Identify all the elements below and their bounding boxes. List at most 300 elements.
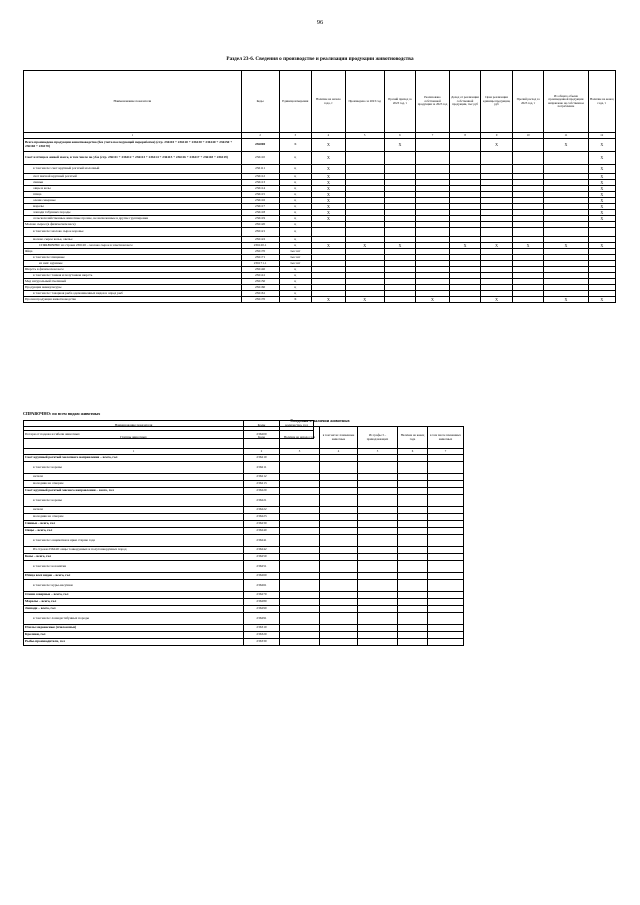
row-unit: ц	[279, 228, 312, 237]
value-cell[interactable]	[280, 580, 320, 592]
row-unit: X	[279, 139, 312, 152]
value-cell[interactable]	[398, 488, 428, 495]
row-code: 236113	[241, 180, 279, 186]
value-cell[interactable]	[428, 528, 464, 535]
row-name: сельскохозяйственные животные прочие, не включенные в другие группировки	[24, 216, 242, 222]
value-cell[interactable]	[280, 606, 320, 613]
header-cell: Наличие на конец года, т	[588, 71, 615, 133]
column-number: 8	[449, 133, 481, 139]
row-name: в том числе: молоко сырое коровье	[24, 228, 242, 237]
table-header-row	[24, 71, 616, 133]
row-code: 236000	[241, 139, 279, 152]
value-cell[interactable]	[428, 573, 464, 580]
row-code: 236222	[244, 507, 280, 514]
value-cell[interactable]	[384, 165, 416, 174]
value-cell[interactable]	[358, 474, 398, 481]
value-cell[interactable]	[280, 455, 320, 462]
value-cell[interactable]	[398, 554, 428, 561]
row-unit: ц	[279, 267, 312, 273]
row-code: 236117	[241, 204, 279, 210]
header-cell: Наличие на конец года	[398, 427, 428, 449]
value-cell[interactable]	[398, 514, 428, 521]
table-row	[24, 573, 464, 580]
value-cell[interactable]	[320, 455, 358, 462]
table-row	[24, 639, 464, 646]
value-cell[interactable]	[512, 165, 544, 174]
row-unit: ц	[279, 204, 312, 210]
row-code: 236211	[244, 462, 280, 474]
row-code: 236320	[244, 632, 280, 639]
row-code: 236221	[244, 495, 280, 507]
page-number: 96	[316, 19, 324, 26]
value-cell[interactable]	[428, 521, 464, 528]
value-cell[interactable]	[358, 613, 398, 625]
table-row	[24, 606, 464, 613]
table-row	[24, 632, 464, 639]
value-cell[interactable]	[398, 580, 428, 592]
value-cell[interactable]	[398, 481, 428, 488]
value-cell[interactable]	[358, 632, 398, 639]
value-cell[interactable]	[358, 521, 398, 528]
column-number: 12	[588, 133, 615, 139]
row-unit: тыс шт	[279, 255, 312, 261]
row-name: олени северные	[24, 198, 242, 204]
value-cell[interactable]	[398, 495, 428, 507]
row-code: 236161	[241, 291, 279, 297]
column-number: 10	[512, 133, 544, 139]
value-cell[interactable]	[481, 228, 513, 237]
value-cell[interactable]	[428, 580, 464, 592]
column-number: 2	[241, 133, 279, 139]
value-cell[interactable]	[320, 535, 358, 547]
row-unit: ц	[279, 180, 312, 186]
row-name: Всего произведено продукции животноводства (без учета последующей переработки) (стр. 236110 + 236120 + 236130 + 236140 + 236150 + 236160 + 236170)	[24, 139, 242, 152]
animals-table	[23, 426, 464, 646]
column-number: 6	[398, 449, 428, 455]
value-cell[interactable]	[428, 474, 464, 481]
table-row	[24, 139, 616, 152]
value-cell[interactable]	[428, 554, 464, 561]
row-name: Птица всех видов – всего, гол	[24, 573, 244, 580]
value-cell[interactable]	[358, 488, 398, 495]
value-cell[interactable]	[544, 165, 588, 174]
row-name: в том числе: коровы	[24, 495, 244, 507]
value-cell[interactable]	[358, 455, 398, 462]
value-cell[interactable]	[280, 462, 320, 474]
value-cell[interactable]	[320, 599, 358, 606]
value-cell[interactable]	[320, 495, 358, 507]
value-cell[interactable]	[358, 528, 398, 535]
value-cell[interactable]	[398, 573, 428, 580]
row-name: Лошади – всего, гол	[24, 606, 244, 613]
value-cell[interactable]	[358, 606, 398, 613]
value-cell[interactable]	[320, 474, 358, 481]
not-applicable-mark: X	[588, 139, 615, 152]
value-cell[interactable]	[358, 561, 398, 573]
value-cell[interactable]	[280, 613, 320, 625]
value-cell[interactable]	[428, 632, 464, 639]
value-cell[interactable]	[320, 639, 358, 646]
value-cell[interactable]	[398, 528, 428, 535]
not-applicable-mark: X	[588, 297, 615, 303]
value-cell[interactable]	[320, 613, 358, 625]
value-cell[interactable]	[280, 521, 320, 528]
row-code: 236170	[241, 297, 279, 303]
value-cell[interactable]	[358, 573, 398, 580]
value-cell[interactable]	[312, 228, 346, 237]
row-name: свиньи	[24, 180, 242, 186]
row-code: 236160	[241, 285, 279, 291]
row-name: Из строки 236240: овцы тонкорунных и полутонкорунных пород	[24, 547, 244, 554]
value-cell[interactable]	[280, 554, 320, 561]
value-cell[interactable]	[358, 507, 398, 514]
value-cell[interactable]	[416, 152, 450, 165]
not-applicable-mark: X	[312, 198, 346, 204]
row-unit: ц	[279, 273, 312, 279]
row-name: маралы	[24, 204, 242, 210]
not-applicable-mark: X	[588, 243, 615, 249]
row-code: 236330	[244, 639, 280, 646]
row-name: Олени северные – всего, гол	[24, 592, 244, 599]
row-name: в том числе: овцематки и ярки старше года	[24, 535, 244, 547]
column-number: 1	[24, 133, 242, 139]
value-cell[interactable]	[280, 639, 320, 646]
row-name: в том числе: куры-несушки	[24, 580, 244, 592]
value-cell[interactable]	[358, 514, 398, 521]
value-cell[interactable]	[398, 547, 428, 554]
value-cell[interactable]	[320, 507, 358, 514]
not-applicable-mark: X	[312, 165, 346, 174]
row-name: молодняк на откорме	[24, 514, 244, 521]
value-cell[interactable]	[384, 297, 416, 303]
table-row	[24, 580, 464, 592]
header-cell: Из общего объема произведенной продукции направлено на собственное потребление	[544, 71, 588, 133]
row-code: 236112	[241, 174, 279, 180]
value-cell[interactable]	[398, 599, 428, 606]
row-code: 236242	[244, 547, 280, 554]
value-cell[interactable]	[384, 152, 416, 165]
value-cell[interactable]	[280, 507, 320, 514]
value-cell[interactable]	[398, 561, 428, 573]
value-cell[interactable]	[280, 514, 320, 521]
table-row	[24, 625, 464, 632]
row-name: скот мясной крупный рогатый	[24, 174, 242, 180]
value-cell[interactable]	[345, 139, 384, 152]
row-code: 236114	[241, 186, 279, 192]
row-unit: ц	[279, 285, 312, 291]
value-cell[interactable]	[345, 152, 384, 165]
value-cell[interactable]	[280, 573, 320, 580]
row-code: 236200	[244, 431, 280, 439]
header-cell: Наименование показателя	[24, 71, 242, 133]
row-code: 236223	[244, 514, 280, 521]
row-code: 236210	[244, 455, 280, 462]
value-cell[interactable]	[280, 474, 320, 481]
header-cell: Доход от реализации собственной продукции, тыс руб	[449, 71, 481, 133]
header-cell: Коды	[244, 421, 280, 431]
row-unit: ц	[279, 198, 312, 204]
value-cell[interactable]	[320, 462, 358, 474]
value-cell[interactable]	[358, 554, 398, 561]
not-applicable-mark: X	[544, 139, 588, 152]
row-code: 236251	[244, 561, 280, 573]
value-cell[interactable]	[428, 625, 464, 632]
not-applicable-mark: X	[312, 192, 346, 198]
value-cell[interactable]	[428, 592, 464, 599]
value-cell[interactable]	[358, 639, 398, 646]
value-cell[interactable]	[320, 606, 358, 613]
value-cell[interactable]	[588, 228, 615, 237]
row-name: Овцы – всего, гол	[24, 528, 244, 535]
not-applicable-mark: X	[312, 216, 346, 222]
value-cell[interactable]	[320, 632, 358, 639]
header-cell: в том числе: племенные животные	[320, 427, 358, 449]
value-cell[interactable]	[320, 625, 358, 632]
table-row	[24, 613, 464, 625]
not-applicable-mark: X	[588, 192, 615, 198]
row-code: 236270	[244, 592, 280, 599]
not-applicable-mark: X	[588, 210, 615, 216]
value-cell[interactable]	[398, 632, 428, 639]
value-cell[interactable]	[428, 561, 464, 573]
column-number: 7	[416, 133, 450, 139]
value-cell[interactable]	[320, 580, 358, 592]
not-applicable-mark: X	[544, 297, 588, 303]
row-code: 236171	[241, 255, 279, 261]
value-cell[interactable]	[428, 488, 464, 495]
row-name: из них: куриные	[24, 261, 242, 267]
value-cell[interactable]	[428, 613, 464, 625]
value-cell[interactable]	[398, 535, 428, 547]
row-name: СПРАВОЧНО: из строки 236120 – молоко сырое в зачетном весе	[24, 243, 242, 249]
row-code: 236260	[244, 573, 280, 580]
row-unit: ц	[279, 186, 312, 192]
value-cell[interactable]	[320, 592, 358, 599]
value-cell[interactable]	[320, 481, 358, 488]
row-name: птица	[24, 192, 242, 198]
row-code: 236220	[244, 488, 280, 495]
value-cell[interactable]	[398, 462, 428, 474]
value-cell[interactable]	[398, 606, 428, 613]
value-cell[interactable]	[428, 547, 464, 554]
not-applicable-mark: X	[416, 297, 450, 303]
value-cell[interactable]	[512, 152, 544, 165]
value-cell[interactable]	[428, 462, 464, 474]
table-row	[24, 521, 464, 528]
value-cell[interactable]	[428, 455, 464, 462]
not-applicable-mark: X	[384, 243, 416, 249]
row-name: лошади табунных породы	[24, 210, 242, 216]
value-cell[interactable]	[512, 228, 544, 237]
header-cell: Прочий расход за 2023 год, т	[512, 71, 544, 133]
row-code: 236122	[241, 237, 279, 243]
value-cell[interactable]	[320, 528, 358, 535]
row-unit: X	[279, 297, 312, 303]
table-row	[24, 228, 616, 237]
value-cell[interactable]	[449, 297, 481, 303]
value-cell[interactable]	[428, 507, 464, 514]
header-cell: в том числе племенных животных	[428, 427, 464, 449]
value-cell[interactable]	[481, 152, 513, 165]
value-cell[interactable]	[358, 625, 398, 632]
value-cell[interactable]	[398, 625, 428, 632]
not-applicable-mark: X	[481, 297, 513, 303]
value-cell[interactable]	[544, 228, 588, 237]
row-code: 236310	[244, 625, 280, 632]
row-unit: ц	[279, 174, 312, 180]
not-applicable-mark: X	[312, 180, 346, 186]
not-applicable-mark: X	[312, 297, 346, 303]
value-cell[interactable]	[428, 495, 464, 507]
value-cell[interactable]	[449, 139, 481, 152]
table-row	[24, 561, 464, 573]
value-cell[interactable]	[384, 228, 416, 237]
value-cell[interactable]	[280, 488, 320, 495]
row-unit: ц	[279, 165, 312, 174]
header-cell: Наличие на начало года, т	[312, 71, 346, 133]
header-cell: количество, гол	[280, 421, 314, 431]
column-number: 4	[320, 449, 358, 455]
value-cell[interactable]	[428, 514, 464, 521]
row-name: Козы – всего, гол	[24, 554, 244, 561]
value-cell[interactable]	[320, 514, 358, 521]
row-code: 236120.1	[241, 243, 279, 249]
value-cell[interactable]	[358, 580, 398, 592]
not-applicable-mark: X	[312, 174, 346, 180]
value-cell[interactable]	[320, 561, 358, 573]
value-cell[interactable]	[358, 481, 398, 488]
row-unit: ц	[279, 243, 312, 249]
section-title: Раздел 23-6. Сведения о производстве и реализации продукции животноводства	[226, 56, 414, 62]
table-row	[24, 592, 464, 599]
not-applicable-mark: X	[312, 204, 346, 210]
value-cell[interactable]	[280, 481, 320, 488]
column-number: 3	[279, 133, 312, 139]
value-cell[interactable]	[398, 592, 428, 599]
table-row	[24, 152, 616, 165]
value-cell[interactable]	[280, 625, 320, 632]
header-cell: Цена реализации единицы продукции, руб	[481, 71, 513, 133]
row-code: 236241	[244, 535, 280, 547]
value-cell[interactable]	[280, 535, 320, 547]
production-table	[23, 70, 616, 303]
value-cell[interactable]	[320, 573, 358, 580]
table-row	[24, 297, 616, 303]
row-name: Кролики, гол	[24, 632, 244, 639]
value-cell[interactable]	[280, 632, 320, 639]
row-unit: ц	[279, 192, 312, 198]
table-row	[24, 481, 464, 488]
not-applicable-mark: X	[312, 210, 346, 216]
value-cell[interactable]	[358, 462, 398, 474]
not-applicable-mark: X	[544, 243, 588, 249]
value-cell[interactable]	[280, 495, 320, 507]
row-name: нетели	[24, 474, 244, 481]
value-cell[interactable]	[320, 521, 358, 528]
value-cell[interactable]	[280, 561, 320, 573]
value-cell[interactable]	[398, 474, 428, 481]
value-cell[interactable]	[320, 488, 358, 495]
table-row	[24, 528, 464, 535]
value-cell[interactable]	[398, 521, 428, 528]
value-cell[interactable]	[398, 639, 428, 646]
row-unit: ц	[279, 210, 312, 216]
value-cell[interactable]	[512, 139, 544, 152]
value-cell[interactable]	[320, 554, 358, 561]
header-cell: Группы животных	[24, 427, 244, 449]
value-cell[interactable]	[481, 165, 513, 174]
value-cell[interactable]	[428, 481, 464, 488]
table-row	[24, 535, 464, 547]
value-cell[interactable]	[398, 455, 428, 462]
row-name: Яйца	[24, 249, 242, 255]
value-cell[interactable]	[280, 599, 320, 606]
value-cell[interactable]	[449, 152, 481, 165]
row-name: в том числе: тонкая и полутонкая шерсть	[24, 273, 242, 279]
not-applicable-mark: X	[588, 216, 615, 222]
value-cell[interactable]	[320, 547, 358, 554]
value-cell[interactable]	[345, 228, 384, 237]
row-code: 236250	[244, 554, 280, 561]
not-applicable-mark: X	[588, 180, 615, 186]
row-unit: ц	[279, 279, 312, 285]
column-number: 5	[345, 133, 384, 139]
value-cell[interactable]	[358, 535, 398, 547]
value-cell[interactable]	[398, 507, 428, 514]
not-applicable-mark: X	[345, 297, 384, 303]
table-row	[24, 599, 464, 606]
value-cell[interactable]	[358, 547, 398, 554]
row-code: 236120	[241, 222, 279, 228]
header-cell: Коды	[244, 427, 280, 449]
row-name: в том числе: пищевые	[24, 255, 242, 261]
value-cell[interactable]	[512, 297, 544, 303]
value-cell[interactable]	[280, 547, 320, 554]
row-name: Скот и птица в живой массе, в том числе по уб.в (стр. 236111 + 236112 + 236113 + 236114 + 236115 + 236116 + 236117 + 236118 + 236119)	[24, 152, 242, 165]
row-name: в том числе: товарная рыба одомашненных видов в опред рыб	[24, 291, 242, 297]
row-name: Скот крупный рогатый мясного направления – всего, гол	[24, 488, 244, 495]
value-cell[interactable]	[358, 495, 398, 507]
value-cell[interactable]	[428, 606, 464, 613]
value-cell[interactable]	[449, 228, 481, 237]
value-cell[interactable]	[398, 613, 428, 625]
value-cell[interactable]	[544, 152, 588, 165]
row-name: в том числе: лошади табунных породы	[24, 613, 244, 625]
not-applicable-mark: X	[588, 198, 615, 204]
value-cell[interactable]	[428, 639, 464, 646]
not-applicable-mark: X	[588, 165, 615, 174]
row-unit: ц	[279, 291, 312, 297]
column-number: 11	[544, 133, 588, 139]
value-cell[interactable]	[428, 599, 464, 606]
row-code: 236230	[244, 521, 280, 528]
value-cell[interactable]	[345, 165, 384, 174]
value-cell[interactable]	[358, 599, 398, 606]
value-cell[interactable]	[428, 535, 464, 547]
table-row	[24, 455, 464, 462]
value-cell[interactable]	[280, 592, 320, 599]
value-cell[interactable]	[358, 592, 398, 599]
row-code: 236213	[244, 481, 280, 488]
value-cell[interactable]	[416, 139, 450, 152]
value-cell[interactable]	[280, 528, 320, 535]
value-cell[interactable]	[416, 228, 450, 237]
value-cell[interactable]	[416, 165, 450, 174]
header-cell: Из графы 3 – принадлежащих	[358, 427, 398, 449]
not-applicable-mark: X	[312, 152, 346, 165]
row-name: Прочая продукция животноводства	[24, 297, 242, 303]
value-cell[interactable]	[449, 165, 481, 174]
